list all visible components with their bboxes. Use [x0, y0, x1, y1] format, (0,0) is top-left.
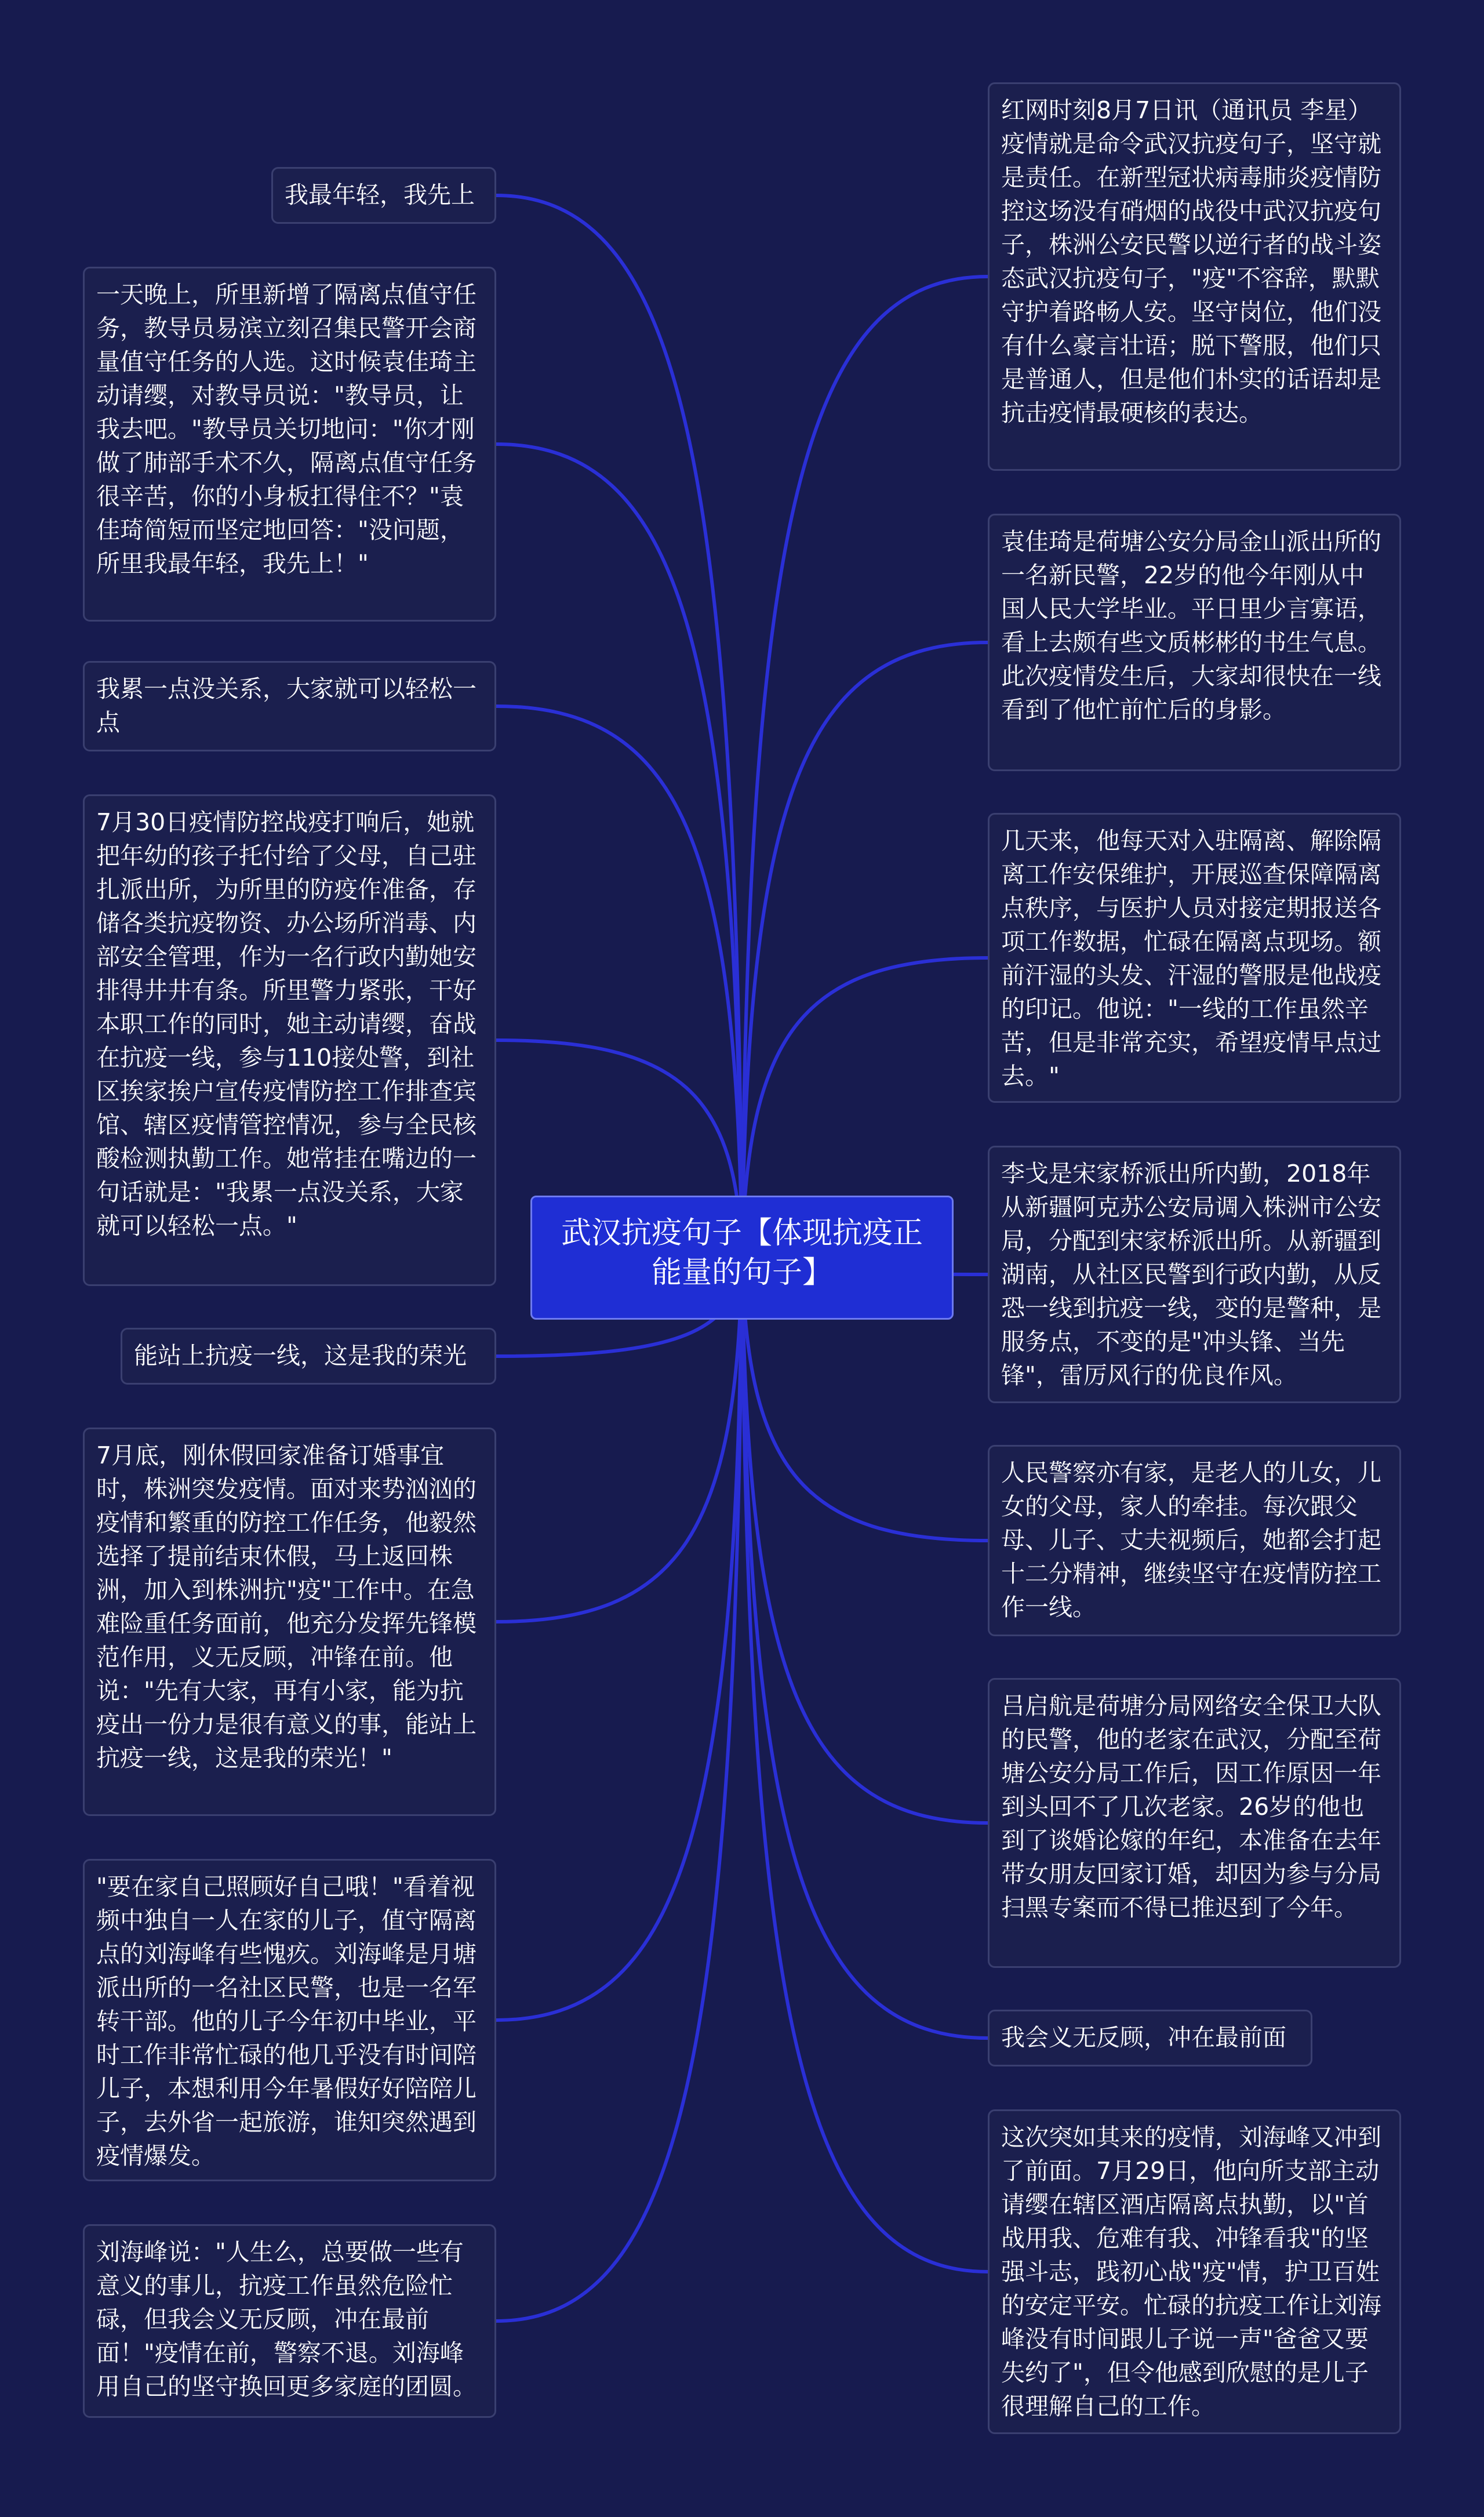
connector-right-node-1 — [742, 277, 988, 1258]
right-node-6[interactable]: 吕启航是荷塘分局网络安全保卫大队的民警，他的老家在武汉，分配至荷塘公安分局工作后，因工作原因一年到头回不了几次老家。26岁的他也到了谈婚论嫁的年纪，本准备在去年带女朋友回家订婚，却因为参与分局扫黑专案而不得已推迟到了今年。 — [988, 1678, 1401, 1968]
right-node-2[interactable]: 袁佳琦是荷塘公安分局金山派出所的一名新民警，22岁的他今年刚从中国人民大学毕业。平日里少言寡语，看上去颇有些文质彬彬的书生气息。此次疫情发生后，大家却很快在一线看到了他忙前忙后的身影。 — [988, 514, 1401, 771]
connector-left-node-3 — [496, 706, 742, 1258]
connector-left-node-7 — [496, 1258, 742, 2020]
left-node-6[interactable]: 7月底，刚休假回家准备订婚事宜时，株洲突发疫情。面对来势汹汹的疫情和繁重的防控工作任务，他毅然选择了提前结束休假，马上返回株洲，加入到株洲抗"疫"工作中。在急难险重任务面前，他充分发挥先锋模范作用，义无反顾，冲锋在前。他说："先有大家，再有小家，能为抗疫出一份力是很有意义的事，能站上抗疫一线，这是我的荣光！" — [83, 1428, 496, 1816]
central-topic[interactable]: 武汉抗疫句子【体现抗疫正能量的句子】 — [530, 1196, 954, 1320]
left-node-2[interactable]: 一天晚上，所里新增了隔离点值守任务，教导员易滨立刻召集民警开会商量值守任务的人选。这时候袁佳琦主动请缨，对教导员说："教导员，让我去吧。"教导员关切地问："你才刚做了肺部手术不久，隔离点值守任务很辛苦，你的小身板扛得住不？"袁佳琦简短而坚定地回答："没问题，所里我最年轻，我先上！" — [83, 267, 496, 622]
connector-right-node-2 — [742, 642, 988, 1258]
left-node-7[interactable]: "要在家自己照顾好自己哦！"看着视频中独自一人在家的儿子，值守隔离点的刘海峰有些愧疚。刘海峰是月塘派出所的一名社区民警，也是一名军转干部。他的儿子今年初中毕业，平时工作非常忙碌的他几乎没有时间陪儿子，本想利用今年暑假好好陪陪儿子，去外省一起旅游，谁知突然遇到疫情爆发。 — [83, 1859, 496, 2181]
right-node-8[interactable]: 这次突如其来的疫情，刘海峰又冲到了前面。7月29日，他向所支部主动请缨在辖区酒店隔离点执勤，以"首战用我、危难有我、冲锋看我"的坚强斗志，践初心战"疫"情，护卫百姓的安定平安。忙碌的抗疫工作让刘海峰没有时间跟儿子说一声"爸爸又要失约了"，但令他感到欣慰的是儿子很理解自己的工作。 — [988, 2109, 1401, 2434]
left-node-3[interactable]: 我累一点没关系，大家就可以轻松一点 — [83, 661, 496, 751]
left-node-8[interactable]: 刘海峰说："人生么，总要做一些有意义的事儿，抗疫工作虽然危险忙碌，但我会义无反顾，冲在最前面！"疫情在前，警察不退。刘海峰用自己的坚守换回更多家庭的团圆。 — [83, 2224, 496, 2418]
right-node-7[interactable]: 我会义无反顾，冲在最前面 — [988, 2010, 1312, 2066]
connector-left-node-2 — [496, 444, 742, 1258]
right-node-3[interactable]: 几天来，他每天对入驻隔离、解除隔离工作安保维护，开展巡查保障隔离点秩序，与医护人员对接定期报送各项工作数据，忙碌在隔离点现场。额前汗湿的头发、汗湿的警服是他战疫的印记。他说："一线的工作虽然辛苦，但是非常充实，希望疫情早点过去。" — [988, 813, 1401, 1103]
left-node-5[interactable]: 能站上抗疫一线，这是我的荣光 — [121, 1328, 496, 1385]
left-node-4[interactable]: 7月30日疫情防控战疫打响后，她就把年幼的孩子托付给了父母，自己驻扎派出所，为所里的防疫作准备，存储各类抗疫物资、办公场所消毒、内部安全管理，作为一名行政内勤她安排得井井有条。所里警力紧张，干好本职工作的同时，她主动请缨，奋战在抗疫一线，参与110接处警，到社区挨家挨户宣传疫情防控工作排查宾馆、辖区疫情管控情况，参与全民核酸检测执勤工作。她常挂在嘴边的一句话就是："我累一点没关系，大家就可以轻松一点。" — [83, 794, 496, 1286]
connector-left-node-1 — [496, 195, 742, 1258]
right-node-1[interactable]: 红网时刻8月7日讯（通讯员 李星）疫情就是命令武汉抗疫句子，坚守就是责任。在新型冠状病毒肺炎疫情防控这场没有硝烟的战役中武汉抗疫句子，株洲公安民警以逆行者的战斗姿态武汉抗疫句子，"疫"不容辞，默默守护着路畅人安。坚守岗位，他们没有什么豪言壮语；脱下警服，他们只是普通人，但是他们朴实的话语却是抗击疫情最硬核的表达。 — [988, 82, 1401, 471]
left-node-1[interactable]: 我最年轻，我先上 — [271, 167, 496, 224]
right-node-4[interactable]: 李戈是宋家桥派出所内勤，2018年从新疆阿克苏公安局调入株洲市公安局，分配到宋家桥派出所。从新疆到湖南，从社区民警到行政内勤，从反恐一线到抗疫一线，变的是警种，是服务点，不变的是"冲头锋、当先锋"，雷厉风行的优良作风。 — [988, 1146, 1401, 1403]
connector-right-node-8 — [742, 1258, 988, 2272]
connector-left-node-8 — [496, 1258, 742, 2321]
right-node-5[interactable]: 人民警察亦有家，是老人的儿女，儿女的父母，家人的牵挂。每次跟父母、儿子、丈夫视频后，她都会打起十二分精神，继续坚守在疫情防控工作一线。 — [988, 1445, 1401, 1636]
